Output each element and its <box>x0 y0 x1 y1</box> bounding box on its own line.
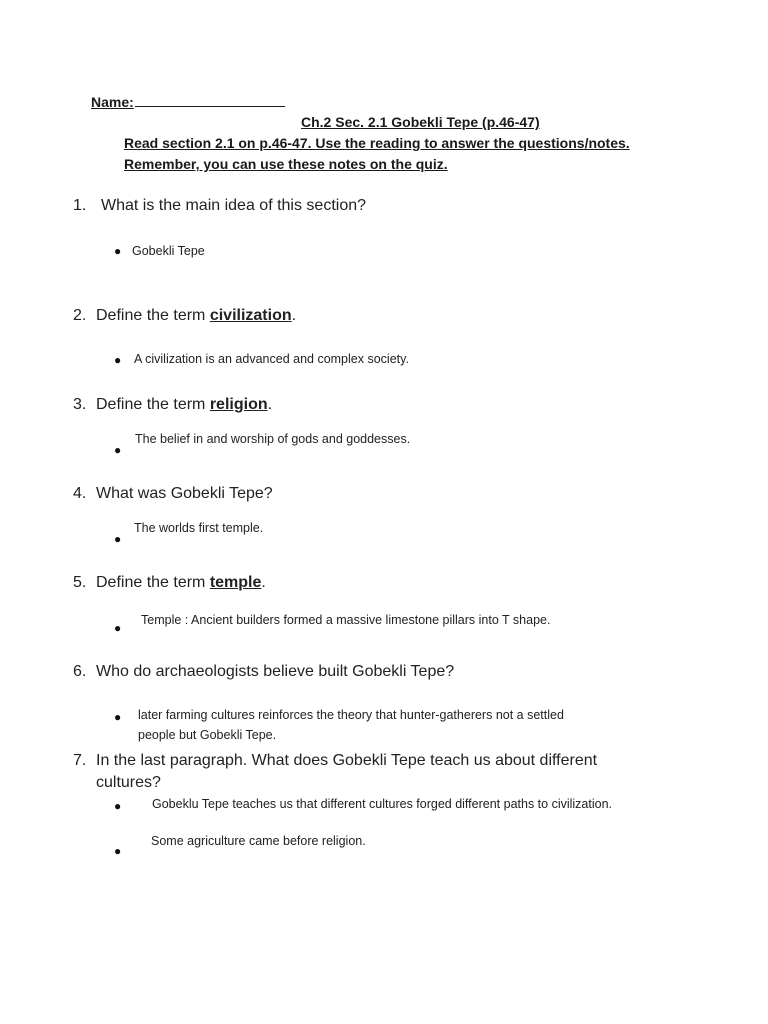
answer-4: The worlds first temple. <box>134 521 264 535</box>
question-4 <box>73 485 273 503</box>
question-3: 3. Define the term religion. <box>73 396 273 413</box>
answer-2: A civilization is an advanced and complex society. <box>134 352 409 366</box>
question-text: What is the main idea of this section? <box>101 197 367 214</box>
question-number: 6. <box>73 663 87 680</box>
bullet-icon: ● <box>114 710 122 724</box>
bullet-icon: ● <box>114 244 122 258</box>
question-text: Define the term <box>96 396 210 413</box>
page-title: Ch.2 Sec. 2.1 Gobekli Tepe (p.46-47) <box>301 114 540 130</box>
question-5: 5. Define the term temple. <box>73 574 266 591</box>
answer-1: Gobekli Tepe <box>132 244 205 258</box>
vocab-term: civilization <box>209 307 292 324</box>
question-number: 3. <box>73 396 87 413</box>
answer-7b: Some agriculture came before religion. <box>151 834 366 848</box>
bullet-icon: ● <box>114 799 122 813</box>
question-text: In the last paragraph. What does Gobekli Tepe teach us about different <box>96 752 598 769</box>
name-blank-line <box>135 94 285 107</box>
question-1 <box>73 197 366 215</box>
question-number: 1. <box>73 197 87 214</box>
question-7 <box>73 752 597 770</box>
answer-5: Temple : Ancient builders formed a massive limestone pillars into T shape. <box>141 613 551 627</box>
answer-6-line-2: people but Gobekli Tepe. <box>138 728 277 742</box>
bullet-icon: ● <box>114 532 122 546</box>
vocab-term: religion <box>209 396 268 413</box>
answer-7a: Gobeklu Tepe teaches us that different cultures forged different paths to civilization. <box>152 797 613 811</box>
bullet-icon: ● <box>114 621 122 635</box>
question-number: 7. <box>73 752 87 769</box>
question-6 <box>73 663 454 681</box>
question-text: Define the term <box>96 307 210 324</box>
answer-6-line-1: later farming cultures reinforces the theory that hunter-gatherers not a settled <box>138 708 564 722</box>
vocab-term: temple <box>209 574 262 591</box>
bullet-icon: ● <box>114 844 122 858</box>
question-7-line-2: cultures? <box>96 774 161 791</box>
question-number: 5. <box>73 574 87 591</box>
answer-3: The belief in and worship of gods and goddesses. <box>135 432 411 446</box>
name-label: Name: <box>91 94 285 110</box>
question-text: Define the term <box>96 574 210 591</box>
question-number: 2. <box>73 307 87 324</box>
question-text: Who do archaeologists believe built Gobekli Tepe? <box>96 663 455 680</box>
instruction-line-2: Remember, you can use these notes on the quiz. <box>124 156 448 172</box>
instruction-line-1: Read section 2.1 on p.46-47. Use the reading to answer the questions/notes. <box>124 135 630 151</box>
bullet-icon: ● <box>114 443 122 457</box>
question-number: 4. <box>73 485 87 502</box>
question-text: What was Gobekli Tepe? <box>96 485 273 502</box>
question-2: 2. Define the term civilization. <box>73 307 297 324</box>
bullet-icon: ● <box>114 353 122 367</box>
